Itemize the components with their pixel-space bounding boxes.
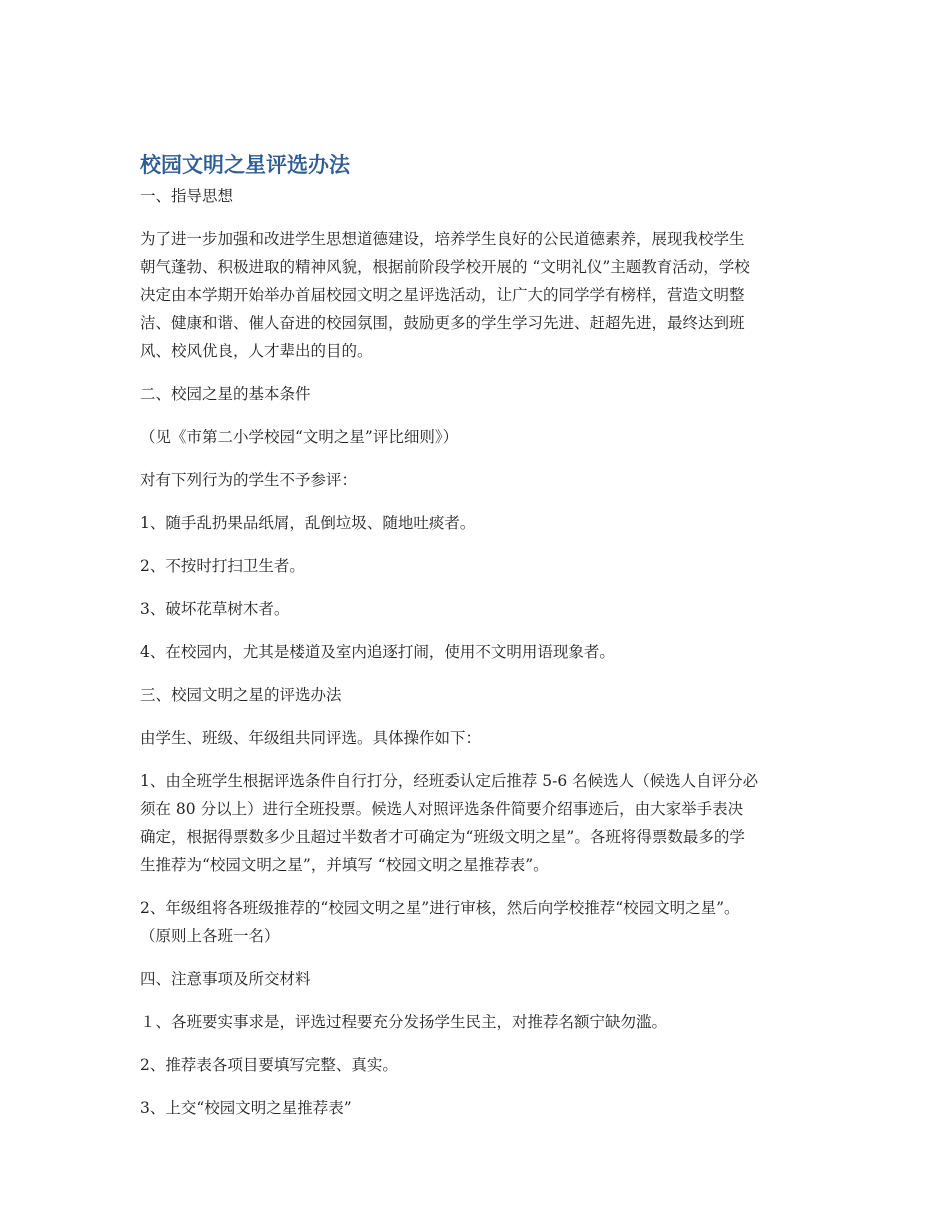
notes-item: 2、推荐表各项目要填写完整、真实。 (140, 1056, 398, 1074)
exclusion-item: 2、不按时打扫卫生者。 (140, 557, 305, 575)
guiding-principles-paragraph (140, 225, 812, 365)
document-body (140, 150, 812, 1122)
paragraph-line: 洁、健康和谐、催人奋进的校园氛围，鼓励更多的学生学习先进、赶超先进，最终达到班 (140, 314, 745, 332)
exclusion-item: 4、在校园内，尤其是楼道及室内追逐打闹，使用不文明用语现象者。 (140, 643, 615, 661)
notes-item: １、各班要实事求是，评选过程要充分发扬学生民主，对推荐名额宁缺勿滥。 (140, 1013, 668, 1031)
paragraph-line: 生推荐为“校园文明之星”，并填写 “校园文明之星推荐表”。 (140, 856, 549, 874)
paragraph-line: 朝气蓬勃、积极进取的精神风貌，根据前阶段学校开展的 “文明礼仪”主题教育活动，学校 (140, 258, 750, 276)
paragraph-line: 2、年级组将各班级推荐的“校园文明之星”进行审核，然后向学校推荐“校园文明之星”。 (140, 899, 740, 917)
paragraph-line: 决定由本学期开始举办首届校园文明之星评选活动，让广大的同学学有榜样，营造文明整 (140, 286, 745, 304)
exclusion-item: 1、随手乱扔果品纸屑，乱倒垃圾、随地吐痰者。 (140, 514, 476, 532)
notes-item: 3、上交“校园文明之星推荐表” (140, 1099, 352, 1117)
paragraph-line: 1、由全班学生根据评选条件自行打分，经班委认定后推荐 5-6 名候选人（候选人自评分必 (140, 772, 759, 790)
section-heading-guiding-principles: 一、指导思想 (140, 187, 234, 205)
selection-intro: 由学生、班级、年级组共同评选。具体操作如下： (140, 729, 482, 747)
section-heading-notes-materials: 四、注意事项及所交材料 (140, 970, 311, 988)
exclusion-intro: 对有下列行为的学生不予参评： (140, 471, 358, 489)
paragraph-line: 确定，根据得票数多少且超过半数者才可确定为“班级文明之星”。各班将得票数最多的学 (140, 828, 745, 846)
paragraph-line: 须在 80 分以上）进行全班投票。候选人对照评选条件简要介绍事迹后，由大家举手表决 (140, 800, 744, 818)
selection-step-1 (140, 767, 812, 879)
paragraph-line: 为了进一步加强和改进学生思想道德建设，培养学生良好的公民道德素养，展现我校学生 (140, 230, 745, 248)
section-heading-selection-method: 三、校园文明之星的评选办法 (140, 686, 342, 704)
paragraph-line: （原则上各班一名） (140, 927, 280, 945)
document-title: 校园文明之星评选办法 (140, 153, 350, 177)
exclusion-item: 3、破坏花草树木者。 (140, 600, 290, 618)
section-heading-basic-conditions: 二、校园之星的基本条件 (140, 385, 311, 403)
conditions-reference: （见《市第二小学校园“文明之星”评比细则》） (140, 428, 459, 446)
paragraph-line: 风、校风优良，人才辈出的目的。 (140, 342, 373, 360)
selection-step-2 (140, 894, 812, 950)
